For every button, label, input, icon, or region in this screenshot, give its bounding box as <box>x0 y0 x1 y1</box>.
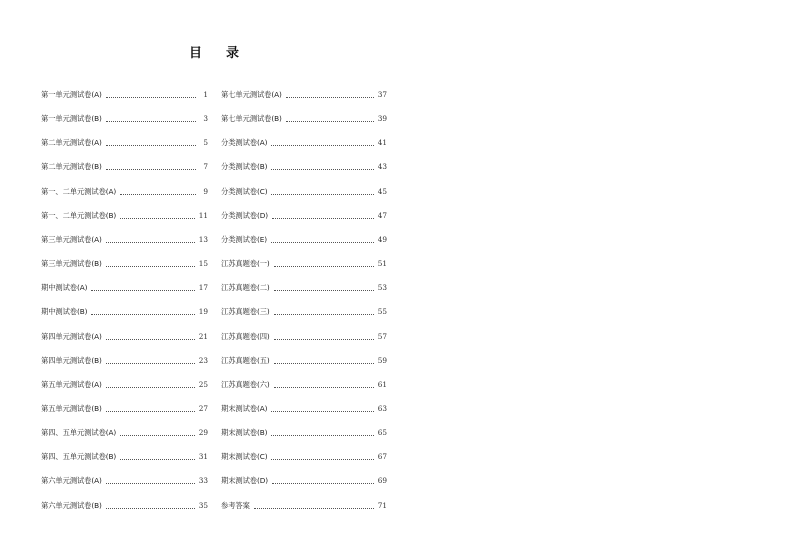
toc-entry-label: 第二单元测试卷(B) <box>41 162 102 172</box>
dot-leader <box>106 507 195 509</box>
dot-leader <box>106 265 195 267</box>
toc-entry[interactable] <box>41 281 208 295</box>
toc-entry-label: 第一、二单元测试卷(B) <box>41 210 117 220</box>
toc-entry[interactable] <box>41 209 208 223</box>
toc-entry[interactable] <box>41 474 208 488</box>
page-title <box>189 42 239 62</box>
toc-entry-page-number: 3 <box>203 114 208 124</box>
toc-entry[interactable] <box>41 330 208 344</box>
dot-leader <box>271 434 373 436</box>
toc-entry-page-number: 31 <box>198 452 208 462</box>
dot-leader <box>120 434 195 436</box>
toc-entry[interactable] <box>221 160 387 174</box>
dot-leader <box>272 217 374 219</box>
dot-leader <box>274 313 374 315</box>
toc-entry-label: 第四、五单元测试卷(B) <box>41 452 117 462</box>
dot-leader <box>286 96 374 98</box>
dot-leader <box>271 410 373 412</box>
toc-entry-label: 分类测试卷(A) <box>221 138 268 148</box>
toc-entry-page-number: 71 <box>377 500 387 510</box>
dot-leader <box>271 193 373 195</box>
toc-entry-page-number: 65 <box>377 428 387 438</box>
toc-entry-label: 第五单元测试卷(B) <box>41 403 102 413</box>
toc-entry[interactable] <box>41 378 208 392</box>
toc-entry-label: 江苏真题卷(五) <box>221 355 270 365</box>
dot-leader <box>271 144 373 146</box>
dot-leader <box>106 410 195 412</box>
toc-entry-page-number: 19 <box>198 307 208 317</box>
toc-entry-label: 分类测试卷(C) <box>221 186 268 196</box>
toc-entry-label: 第五单元测试卷(A) <box>41 379 102 389</box>
toc-entry-label: 第一、二单元测试卷(A) <box>41 186 117 196</box>
dot-leader <box>106 168 196 170</box>
dot-leader <box>271 168 373 170</box>
toc-entry-label: 分类测试卷(D) <box>221 210 268 220</box>
toc-entry-page-number: 69 <box>377 476 387 486</box>
toc-entry-page-number: 45 <box>377 186 387 196</box>
toc-entry[interactable] <box>41 112 208 126</box>
toc-entry[interactable] <box>221 426 387 440</box>
dot-leader <box>91 289 194 291</box>
toc-entry-page-number: 23 <box>198 355 208 365</box>
toc-entry-page-number: 63 <box>377 403 387 413</box>
toc-entry-label: 第四单元测试卷(A) <box>41 331 102 341</box>
toc-entry-page-number: 61 <box>377 379 387 389</box>
toc-entry-page-number: 67 <box>377 452 387 462</box>
dot-leader <box>91 313 194 315</box>
toc-entry-page-number: 21 <box>198 331 208 341</box>
toc-entry-page-number: 49 <box>377 234 387 244</box>
toc-entry-page-number: 53 <box>377 283 387 293</box>
toc-entry[interactable] <box>221 209 387 223</box>
toc-entry-label: 期末测试卷(A) <box>221 403 268 413</box>
toc-entry-page-number: 17 <box>198 283 208 293</box>
dot-leader <box>106 120 196 122</box>
toc-entry-label: 江苏真题卷(一) <box>221 259 270 269</box>
toc-entry[interactable] <box>41 305 208 319</box>
toc-entry-label: 第七单元测试卷(B) <box>221 114 282 124</box>
toc-entry-label: 江苏真题卷(六) <box>221 379 270 389</box>
toc-entry-page-number: 1 <box>203 90 208 99</box>
toc-entry-label: 江苏真题卷(三) <box>221 307 270 317</box>
toc-entry[interactable] <box>41 233 208 247</box>
toc-entry-label: 期中测试卷(A) <box>41 283 88 293</box>
toc-entry-label: 期末测试卷(D) <box>221 476 268 486</box>
toc-entry-page-number: 33 <box>198 476 208 486</box>
toc-entry[interactable] <box>41 450 208 464</box>
dot-leader <box>254 507 374 509</box>
title-char-2: 录 <box>225 46 239 61</box>
toc-entry[interactable] <box>41 402 208 416</box>
toc-entry-page-number: 51 <box>377 259 387 269</box>
dot-leader <box>271 458 373 460</box>
toc-entry[interactable] <box>221 233 387 247</box>
toc-entry-page-number: 27 <box>198 403 208 413</box>
toc-entry[interactable] <box>41 426 208 440</box>
toc-entry[interactable] <box>221 257 387 271</box>
toc-entry[interactable] <box>221 281 387 295</box>
dot-leader <box>120 193 196 195</box>
toc-entry[interactable] <box>221 330 387 344</box>
toc-entry[interactable] <box>221 402 387 416</box>
toc-entry-page-number: 9 <box>203 186 208 196</box>
dot-leader <box>106 338 195 340</box>
toc-entry-page-number: 57 <box>377 331 387 341</box>
toc-entry-label: 第四单元测试卷(B) <box>41 355 102 365</box>
dot-leader <box>106 96 196 98</box>
dot-leader <box>120 458 195 460</box>
toc-entry-page-number: 55 <box>377 307 387 317</box>
toc-entry-label: 江苏真题卷(二) <box>221 283 270 293</box>
toc-entry-label: 期末测试卷(C) <box>221 452 268 462</box>
toc-entry[interactable] <box>221 354 387 368</box>
toc-entry-label: 江苏真题卷(四) <box>221 331 270 341</box>
dot-leader <box>274 362 374 364</box>
toc-entry[interactable] <box>41 499 208 513</box>
toc-entry[interactable] <box>221 136 387 150</box>
toc-entry-page-number: 13 <box>198 234 208 244</box>
toc-entry-page-number: 47 <box>377 210 387 220</box>
toc-entry-label: 第三单元测试卷(A) <box>41 234 102 244</box>
toc-entry[interactable] <box>221 185 387 199</box>
title-char-1: 目 <box>189 46 203 61</box>
toc-entry-page-number: 43 <box>377 162 387 172</box>
toc-entry[interactable] <box>221 474 387 488</box>
toc-entry-label: 第三单元测试卷(B) <box>41 259 102 269</box>
dot-leader <box>106 241 195 243</box>
toc-entry-page-number: 5 <box>203 138 208 148</box>
toc-entry-label: 第六单元测试卷(A) <box>41 476 102 486</box>
toc-entry-label: 参考答案 <box>221 500 250 510</box>
toc-entry-page-number: 11 <box>198 210 208 220</box>
toc-entry[interactable] <box>221 305 387 319</box>
dot-leader <box>274 289 374 291</box>
toc-entry-page-number: 59 <box>377 355 387 365</box>
toc-entry[interactable] <box>41 257 208 271</box>
toc-entry[interactable] <box>221 499 387 513</box>
toc-entry[interactable] <box>221 112 387 126</box>
dot-leader <box>120 217 195 219</box>
toc-entry-page-number: 41 <box>377 138 387 148</box>
toc-entry-label: 分类测试卷(B) <box>221 162 268 172</box>
toc-entry-page-number: 39 <box>377 114 387 124</box>
toc-entry[interactable] <box>41 354 208 368</box>
toc-entry-label: 分类测试卷(E) <box>221 234 267 244</box>
toc-entry-page-number: 25 <box>198 379 208 389</box>
dot-leader <box>271 241 374 243</box>
toc-entry-label: 第六单元测试卷(B) <box>41 500 102 510</box>
toc-entry-page-number: 37 <box>377 90 387 99</box>
toc-entry-label: 第七单元测试卷(A) <box>221 90 282 99</box>
dot-leader <box>286 120 374 122</box>
toc-entry-label: 第二单元测试卷(A) <box>41 138 102 148</box>
toc-entry[interactable] <box>41 136 208 150</box>
toc-entry-page-number: 15 <box>198 259 208 269</box>
dot-leader <box>106 362 195 364</box>
toc-entry[interactable] <box>41 160 208 174</box>
toc-entry-page-number: 7 <box>203 162 208 172</box>
dot-leader <box>274 386 374 388</box>
toc-entry[interactable] <box>41 88 208 102</box>
dot-leader <box>106 482 195 484</box>
toc-entry-label: 第一单元测试卷(B) <box>41 114 102 124</box>
toc-entry-label: 第一单元测试卷(A) <box>41 90 102 99</box>
toc-entry-page-number: 29 <box>198 428 208 438</box>
dot-leader <box>106 144 196 146</box>
toc-entry[interactable] <box>41 185 208 199</box>
dot-leader <box>272 482 374 484</box>
toc-entry-page-number: 35 <box>198 500 208 510</box>
dot-leader <box>274 338 374 340</box>
toc-entry[interactable] <box>221 88 387 102</box>
toc-entry-label: 期末测试卷(B) <box>221 428 268 438</box>
toc-entry[interactable] <box>221 450 387 464</box>
toc-entry-label: 期中测试卷(B) <box>41 307 88 317</box>
dot-leader <box>274 265 374 267</box>
dot-leader <box>106 386 195 388</box>
toc-entry[interactable] <box>221 378 387 392</box>
toc-entry-label: 第四、五单元测试卷(A) <box>41 428 117 438</box>
